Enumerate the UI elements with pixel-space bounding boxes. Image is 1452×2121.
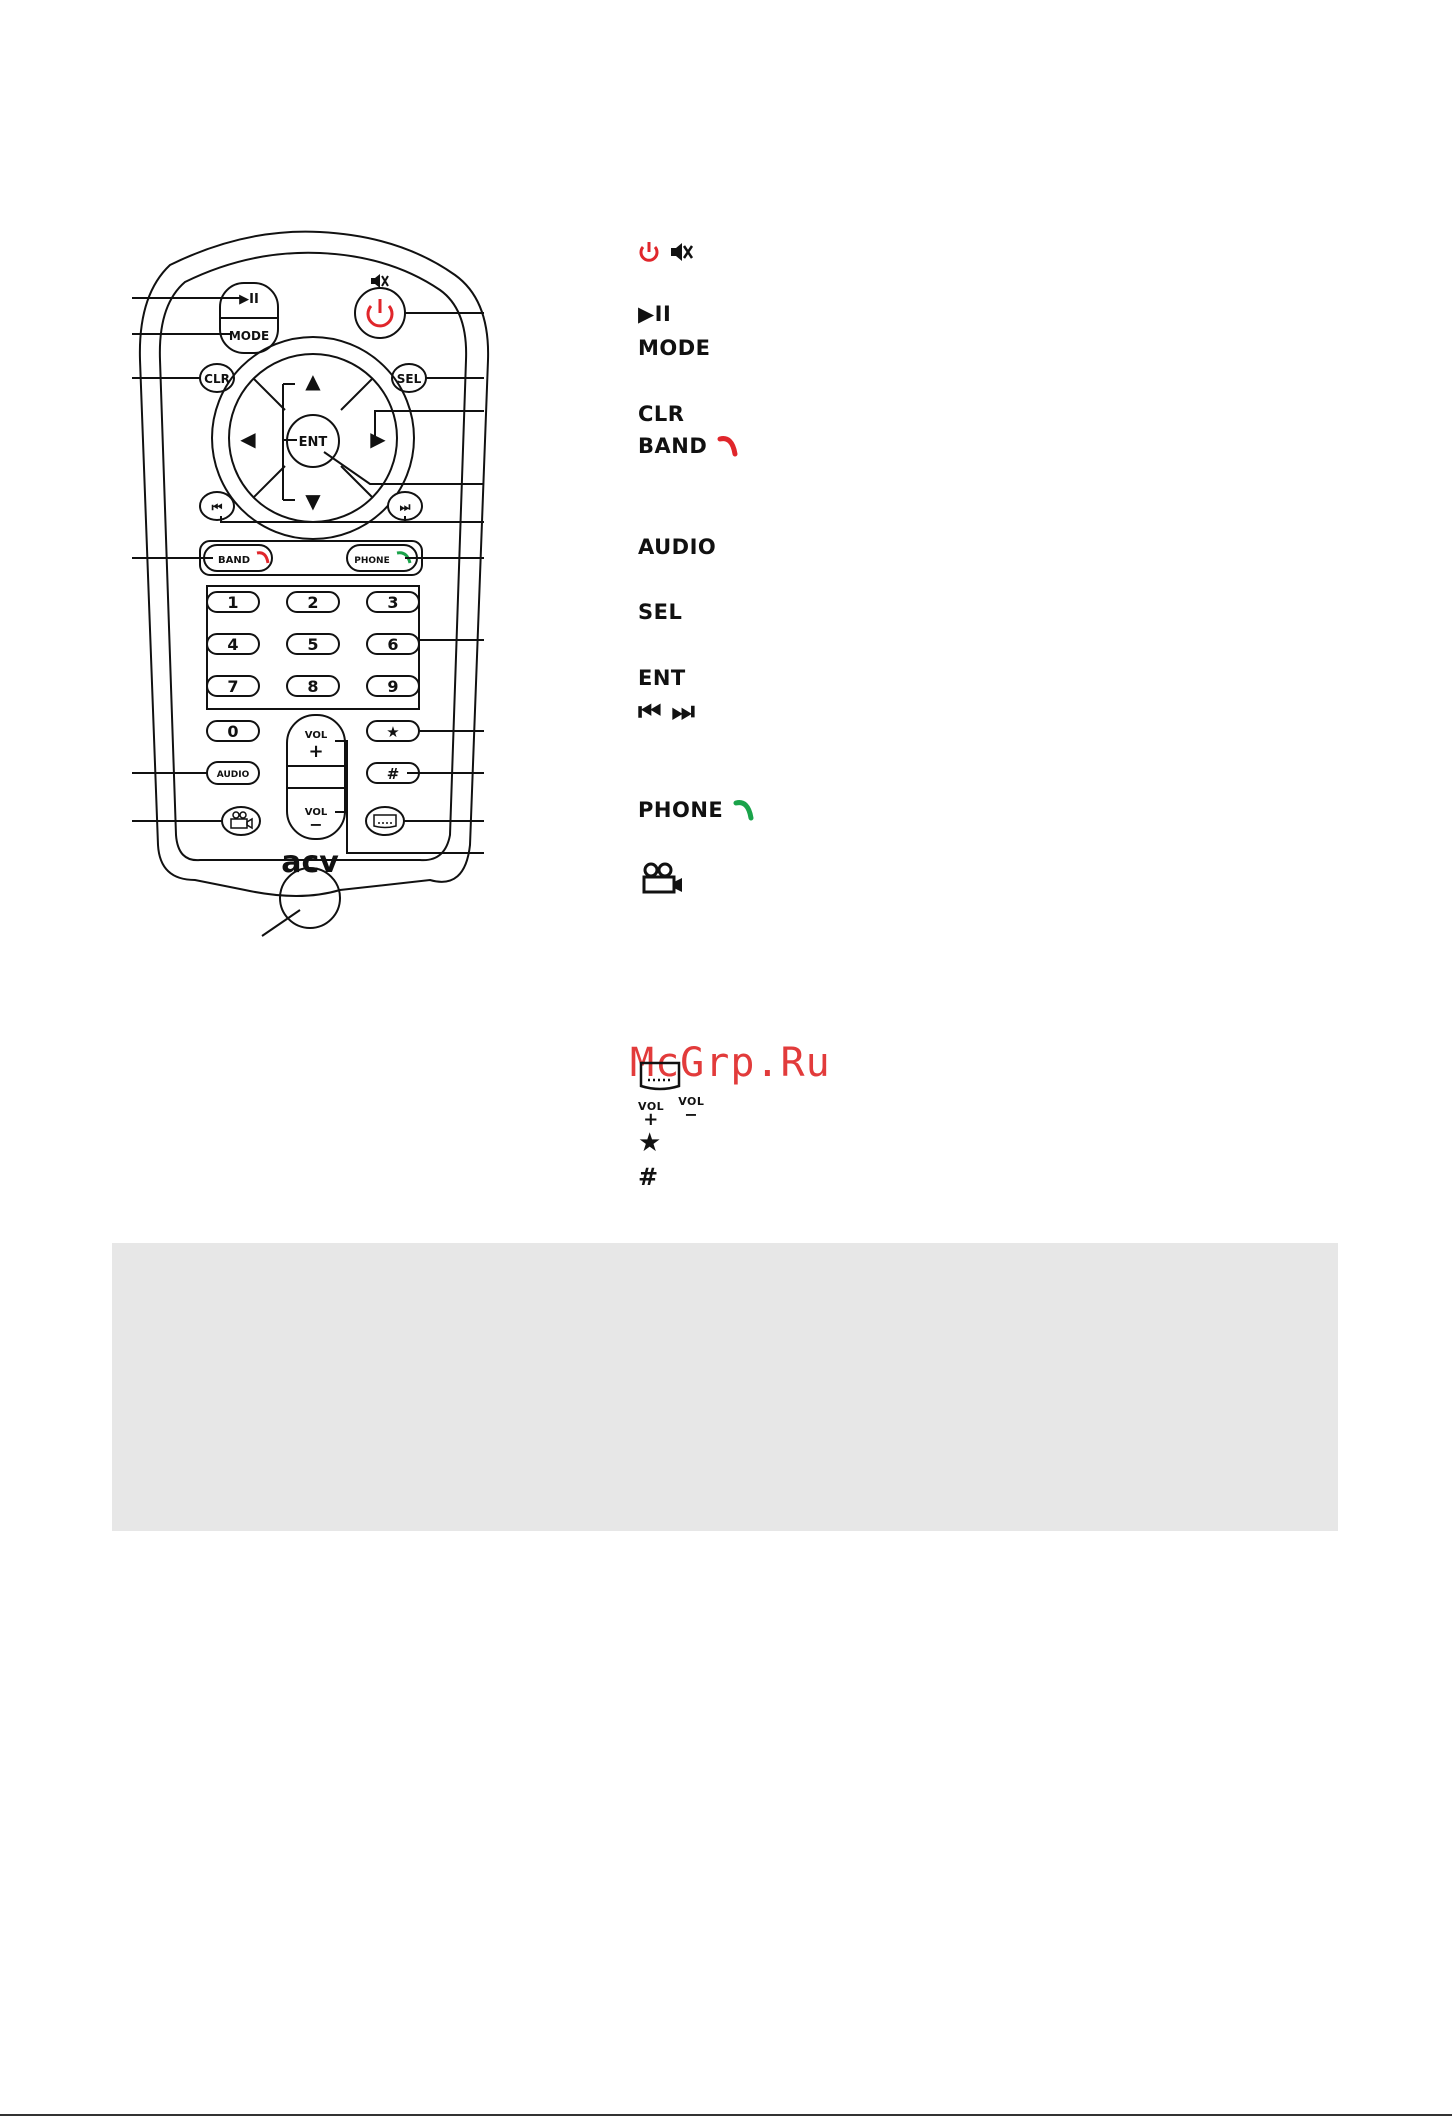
vol-minus-sign: − — [684, 1105, 699, 1124]
vol-plus-label: VOL — [638, 1100, 665, 1113]
legend-power-mute — [638, 234, 694, 270]
legend-phone — [638, 792, 755, 828]
digit-label-7: 7 — [227, 677, 239, 696]
digit-label-2: 2 — [307, 593, 319, 612]
legend-star — [638, 1126, 662, 1160]
nav-sep-1 — [253, 378, 285, 410]
digit-label-9: 9 — [387, 677, 399, 696]
audio-label: AUDIO — [216, 770, 250, 780]
clr-label: CLR — [204, 372, 230, 386]
vol-up-sign[interactable]: + — [308, 741, 324, 762]
vol-down-sign[interactable]: − — [309, 815, 323, 834]
next-label: ⏭ — [399, 500, 411, 514]
mute-icon — [371, 274, 388, 288]
mode-text: MODE — [638, 336, 711, 360]
phone-text: PHONE — [638, 798, 724, 822]
mute-icon-legend — [670, 241, 694, 263]
band-text: BAND — [638, 434, 708, 458]
star-icon: ★ — [638, 1128, 662, 1158]
phone-label: PHONE — [354, 556, 390, 566]
clr-text: CLR — [638, 402, 685, 426]
legend-play-pause — [638, 296, 671, 332]
keypad — [207, 592, 419, 696]
vol-minus-legend — [678, 1095, 705, 1124]
sel-text: SEL — [638, 600, 683, 624]
legend-band — [638, 428, 739, 464]
legend-mode — [638, 330, 711, 366]
zero-label: 0 — [227, 722, 239, 741]
digit-label-6: 6 — [387, 635, 399, 654]
call-icon-legend — [733, 798, 755, 822]
digit-label-1: 1 — [227, 593, 239, 612]
nav-sep-3 — [253, 466, 285, 498]
play-pause-button[interactable]: ▶II — [239, 292, 259, 307]
star-label: ★ — [386, 723, 400, 741]
subtitle-icon-legend — [638, 1060, 682, 1092]
digit-label-8: 8 — [307, 677, 319, 696]
bottom-rule — [0, 2114, 1452, 2116]
watermark: McGrp.Ru — [630, 1040, 831, 1086]
hangup-icon-legend — [717, 434, 739, 458]
remote-diagram — [0, 0, 520, 960]
digit-label-4: 4 — [227, 635, 239, 654]
vol-down-label[interactable]: VOL — [304, 807, 328, 818]
sel-label: SEL — [396, 372, 422, 386]
vol-up-label[interactable]: VOL — [304, 730, 328, 741]
vol-minus-label: VOL — [678, 1095, 705, 1108]
vol-plus-sign: + — [643, 1109, 659, 1130]
legend-hash — [638, 1160, 659, 1194]
play-pause-icon: ▶II — [638, 302, 672, 326]
prev-label: ⏮ — [211, 500, 223, 514]
band-label: BAND — [217, 555, 251, 566]
legend-subtitle — [638, 1058, 682, 1094]
legend-audio — [638, 529, 716, 565]
legend-sel — [638, 594, 682, 630]
brand-logo: acv — [281, 845, 339, 880]
prev-next-icons: ⏮ ⏭ — [638, 696, 696, 727]
down-button[interactable]: ▼ — [305, 489, 321, 513]
hash-icon: # — [638, 1163, 659, 1191]
digit-label-3: 3 — [387, 593, 399, 612]
subtitle-button[interactable] — [366, 807, 404, 835]
up-button[interactable]: ▲ — [305, 369, 321, 393]
audio-text: AUDIO — [638, 535, 717, 559]
hash-label: # — [386, 765, 400, 783]
legend-camera — [638, 860, 686, 896]
camera-icon-legend — [638, 861, 686, 895]
legend-ent — [638, 660, 686, 696]
legend-vol — [638, 1096, 704, 1130]
camera-button[interactable] — [222, 807, 260, 835]
legend-prev-next — [638, 694, 695, 730]
right-button[interactable]: ▶ — [370, 427, 386, 451]
vol-plus-legend — [638, 1100, 665, 1130]
legend-clr — [638, 396, 684, 432]
ent-text: ENT — [638, 666, 686, 690]
left-button[interactable]: ◀ — [240, 427, 256, 451]
mode-button[interactable]: MODE — [228, 329, 270, 343]
ent-label: ENT — [298, 435, 328, 450]
power-icon-legend — [638, 241, 660, 263]
nav-sep-2 — [341, 378, 373, 410]
gray-panel — [112, 1243, 1338, 1531]
digit-label-5: 5 — [307, 635, 319, 654]
